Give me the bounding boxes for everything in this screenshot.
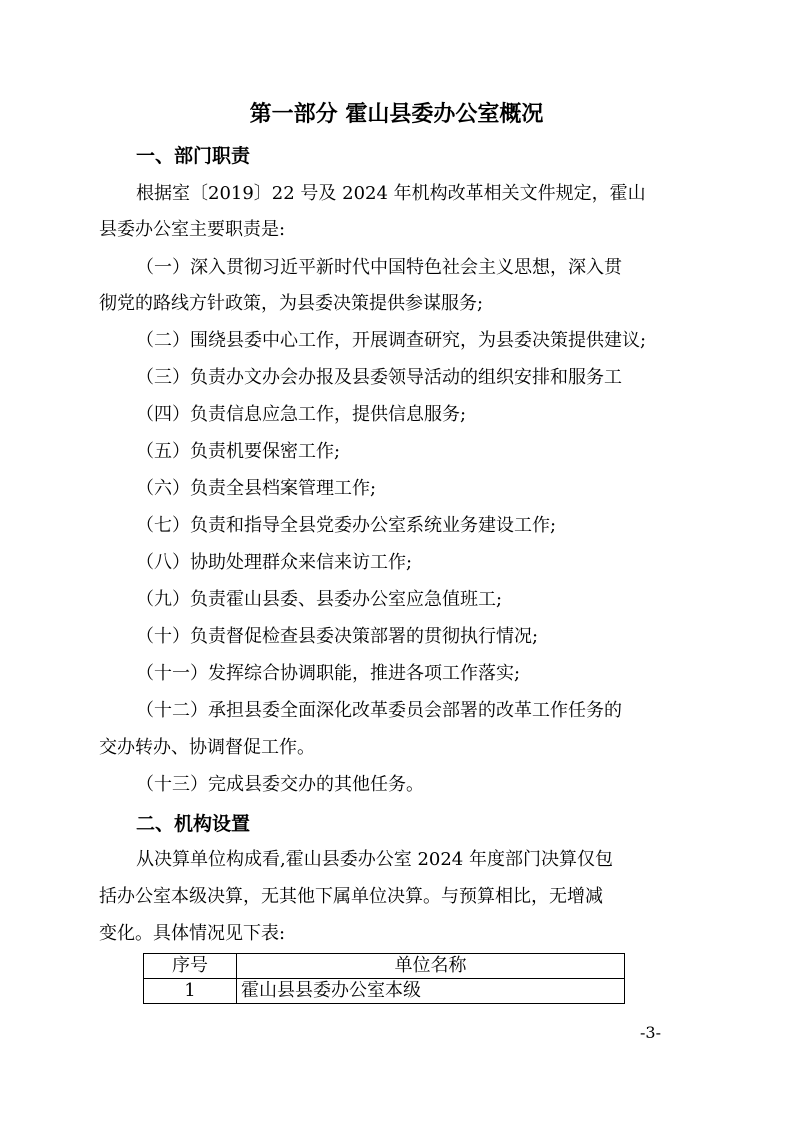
intro-paragraph-line-2: 县委办公室主要职责是: (99, 219, 286, 240)
duty-item-11: （十一）发挥综合协调职能，推进各项工作落实; (136, 663, 521, 684)
page-title: 第一部分 霍山县委办公室概况 (249, 102, 544, 127)
unit-table (143, 953, 625, 1004)
duty-item-4: （四）负责信息应急工作，提供信息服务; (136, 404, 467, 425)
duty-item-1-line-1: （一）深入贯彻习近平新时代中国特色社会主义思想，深入贯 (136, 257, 622, 278)
duty-item-6: （六）负责全县档案管理工作; (136, 478, 377, 499)
duty-item-12-line-1: （十二）承担县委全面深化改革委员会部署的改革工作任务的 (136, 700, 622, 721)
duty-item-8: （八）协助处理群众来信来访工作; (136, 552, 413, 573)
duty-item-7: （七）负责和指导全县党委办公室系统业务建设工作; (136, 515, 557, 536)
section-heading-structure: 二、机构设置 (136, 813, 251, 835)
duty-item-3: （三）负责办文办会办报及县委领导活动的组织安排和服务工 (136, 367, 622, 388)
duty-item-13: （十三）完成县委交办的其他任务。 (136, 774, 424, 795)
table-row (144, 979, 625, 1004)
table-cell-unit-name: 霍山县县委办公室本级 (237, 979, 625, 1004)
table-header-index: 序号 (144, 954, 237, 979)
table-header-row (144, 954, 625, 979)
duty-item-9: （九）负责霍山县委、县委办公室应急值班工; (136, 589, 503, 610)
duty-item-10: （十）负责督促检查县委决策部署的贯彻执行情况; (136, 626, 539, 647)
structure-paragraph-line-1: 从决算单位构成看,霍山县委办公室 2024 年度部门决算仅包 (136, 849, 613, 870)
page-number: -3- (640, 1023, 661, 1042)
intro-paragraph-line-1: 根据室〔2019〕22 号及 2024 年机构改革相关文件规定，霍山 (136, 183, 646, 204)
structure-paragraph-line-2: 括办公室本级决算，无其他下属单位决算。与预算相比，无增减 (99, 886, 603, 907)
duty-item-1-line-2: 彻党的路线方针政策，为县委决策提供参谋服务; (99, 293, 484, 314)
duty-item-12-line-2: 交办转办、协调督促工作。 (99, 737, 315, 758)
table-cell-index: 1 (144, 979, 237, 1004)
duty-item-5: （五）负责机要保密工作; (136, 441, 341, 462)
structure-paragraph-line-3: 变化。具体情况见下表: (99, 923, 286, 944)
table-header-unit-name: 单位名称 (237, 954, 625, 979)
section-heading-duties: 一、部门职责 (136, 145, 251, 167)
duty-item-2: （二）围绕县委中心工作，开展调查研究，为县委决策提供建议; (136, 330, 647, 351)
